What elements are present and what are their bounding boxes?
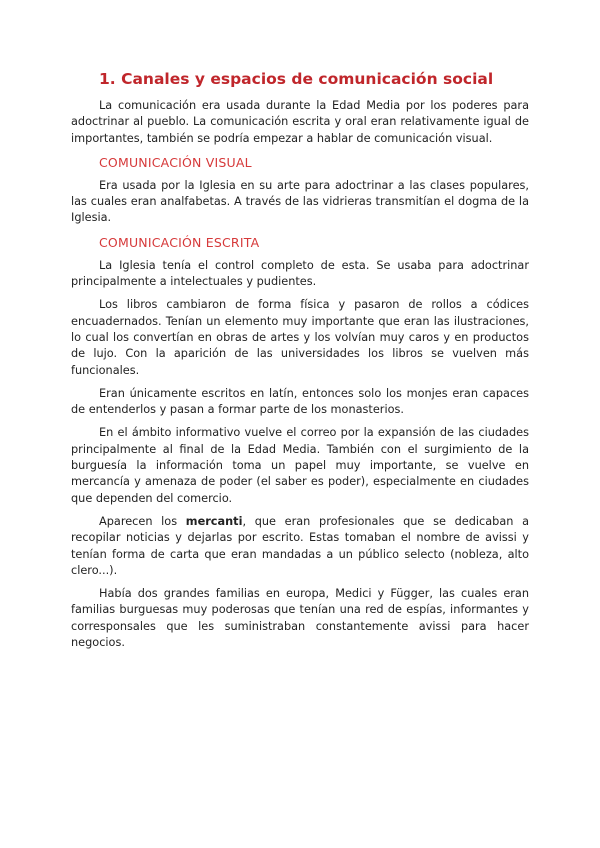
mercanti-term: mercanti bbox=[185, 514, 243, 528]
escrita-paragraph-1: La Iglesia tenía el control completo de esta. Se usaba para adoctrinar principalmente a intelectuales y pudientes. bbox=[71, 258, 529, 289]
intro-paragraph: La comunicación era usada durante la Edad Media por los poderes para adoctrinar al pueblo. La comunicación escrita y oral eran relativamente igual de importantes, también se podría empezar a hablar de comunicación visual. bbox=[71, 99, 529, 145]
escrita-paragraph-6: Había dos grandes familias en europa, Medici y Függer, las cuales eran familias burguesas muy poderosas que tenían una red de espías, informantes y corresponsales que les suministraban constantemente avissi para hacer negocios. bbox=[71, 587, 529, 650]
heading-visual: COMUNICACIÓN VISUAL bbox=[99, 154, 252, 170]
heading-escrita: COMUNICACIÓN ESCRITA bbox=[99, 234, 260, 250]
p5-before: Aparecen los bbox=[99, 514, 186, 528]
document-page bbox=[71, 70, 529, 658]
escrita-paragraph-2: Los libros cambiaron de forma física y pasaron de rollos a códices encuadernados. Tenían un elemento muy importante que eran las ilustraciones, lo cual los convertían en obras de artes y los volvían muy caros y en productos de lujo. Con la aparición de las universidades los libros se vuelven más funcionales. bbox=[71, 298, 529, 377]
visual-paragraph: Era usada por la Iglesia en su arte para adoctrinar a las clases populares, las cuales eran analfabetas. A través de las vidrieras transmitían el dogma de la Iglesia. bbox=[71, 178, 529, 225]
p5-after: , que eran profesionales que se dedicaban a recopilar noticias y dejarlas por escrito. Estas tomaban el nombre de avissi y tenían forma de carta que eran mandadas a un público selecto (nobleza, alto clero...). bbox=[71, 514, 529, 577]
escrita-paragraph-4: En el ámbito informativo vuelve el correo por la expansión de las ciudades principalmente al final de la Edad Media. También con el surgimiento de la burguesía la información toma un papel muy importante, se vuelve en mercancía y amenaza de poder (el saber es poder), especialmente en ciudades que dependen del comercio. bbox=[71, 426, 529, 505]
section-title: 1. Canales y espacios de comunicación social bbox=[99, 70, 494, 88]
escrita-paragraph-3: Eran únicamente escritos en latín, entonces solo los monjes eran capaces de entenderlos y pasan a formar parte de los monasterios. bbox=[71, 386, 529, 417]
escrita-paragraph-5 bbox=[71, 514, 529, 579]
